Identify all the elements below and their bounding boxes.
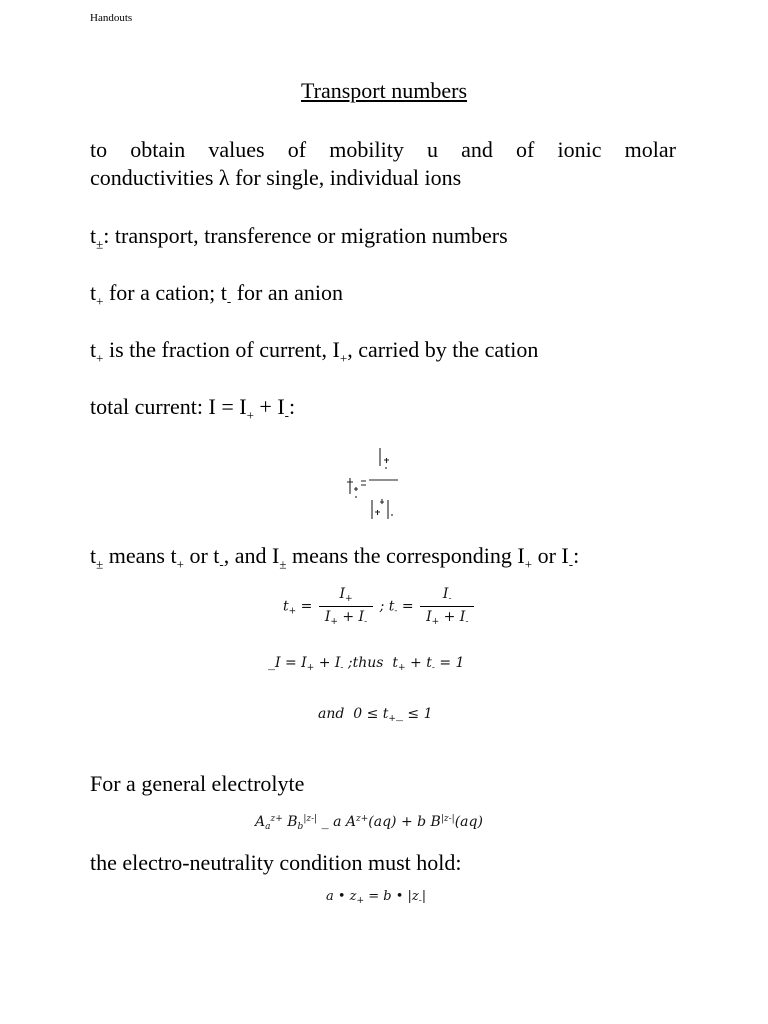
fraction-equation-image [340,442,410,532]
neutrality-equation: a • $z_+ = b$ • $|z_-|$ [326,889,427,906]
general-electrolyte-line: For a general electrolyte [90,771,305,796]
transport-number-equations: $t_+$ = $\frac{I_+}{I_+ + I_-}$ ; $t_-$ = $\frac{I_-}{I_+ + I_-}$ [283,586,476,627]
fraction-line: $t_+$ is the fraction of current, $I_+$, carried by the cation [90,337,539,366]
means-line: $t_\pm$ means $t_+$ or $t_-$, and $I_\pm$ means the corresponding $I_+$ or $I_-$: [90,543,580,572]
electrolyte-equation: $A_a^{z+}$ $B_b^{|z-|}$ _ a $A^{z+}(aq) + b$ $B^{|z-|}(aq)$ [255,814,483,832]
fraction-equation-svg [340,442,410,527]
intro-line-1: to obtain values of mobility u and of ionic molar [90,137,676,162]
definition-line: $t_\pm$: transport, transference or migration numbers [90,223,508,252]
neutrality-line: the electro-neutrality condition must hold: [90,850,462,875]
cation-anion-line: $t_+$ for a cation; $t_-$ for an anion [90,280,344,309]
total-current-line: total current: $I = I_+ + I_-$: [90,394,296,423]
page-header: Handouts [90,12,133,24]
bounds-equation: and $0 \le t_+\_ \le 1$ [318,706,433,724]
sum-equation: _I = $I_+ + I_-$ ;thus $t_+ + t_- = 1$ [268,655,465,673]
intro-line-2: conductivities λ for single, individual ions [90,165,462,190]
page-title: Transport numbers [300,78,468,103]
